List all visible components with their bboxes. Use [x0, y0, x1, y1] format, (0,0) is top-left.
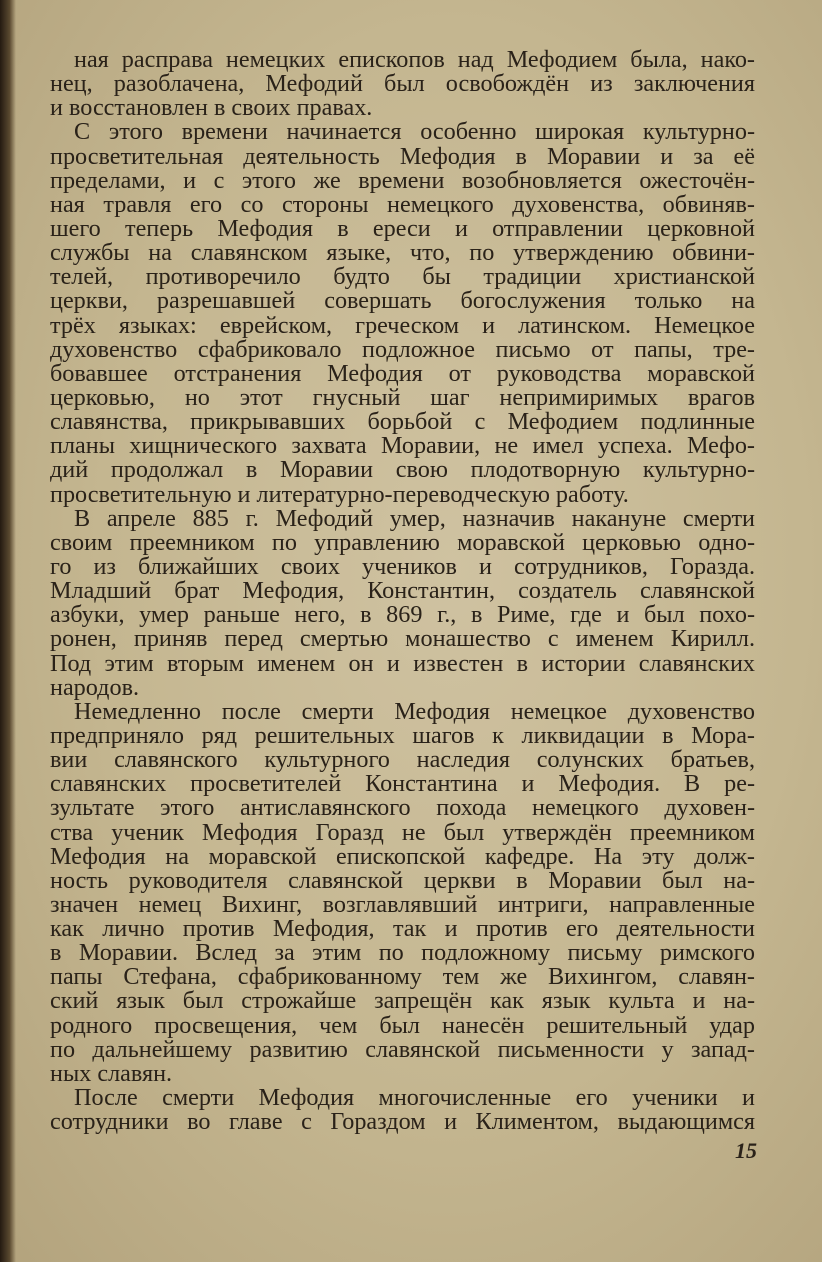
text-line: духовенство сфабриковало подложное письмо от папы, тре-: [50, 335, 755, 363]
text-line: дий продолжал в Моравии свою плодотворную культурно-: [50, 456, 755, 484]
text-line: Немедленно после смерти Мефодия немецкое духовенство: [74, 697, 755, 725]
text-line: папы Стефана, сфабрикованному тем же Вихингом, славян-: [50, 963, 755, 991]
text-line: ность руководителя славянской церкви в Моравии был на-: [50, 866, 755, 894]
text-line: В апреле 885 г. Мефодий умер, назначив накануне смерти: [74, 504, 755, 532]
text-line: Мефодия на моравской епископской кафедре. На эту долж-: [50, 842, 755, 870]
text-line: значен немец Вихинг, возглавлявший интриги, направленные: [50, 890, 755, 918]
text-line: го из ближайших своих учеников и сотрудников, Горазда.: [50, 552, 755, 580]
text-line: шего теперь Мефодия в ереси и отправлении церковной: [50, 214, 755, 242]
text-line: просветительную и литературно-переводческую работу.: [50, 480, 629, 508]
text-line: нец, разоблачена, Мефодий был освобождён из заключения: [50, 70, 755, 98]
text-line: церкви, разрешавшей совершать богослужения только на: [50, 287, 755, 315]
text-line: церковью, но этот гнусный шаг непримиримых врагов: [50, 383, 755, 411]
text-line: телей, противоречило будто бы традиции христианской: [50, 263, 755, 291]
text-line: ский язык был строжайше запрещён как язык культа и на-: [50, 987, 755, 1015]
text-line: После смерти Мефодия многочисленные его ученики и: [74, 1084, 755, 1112]
text-line: бовавшее отстранения Мефодия от руководства моравской: [50, 359, 755, 387]
paragraph: [50, 1086, 755, 1134]
text-line: вии славянского культурного наследия солунских братьев,: [50, 746, 755, 774]
text-line: по дальнейшему развитию славянской письменности у запад-: [50, 1035, 755, 1063]
text-line: как лично против Мефодия, так и против его деятельности: [50, 915, 755, 943]
text-line: планы хищнического захвата Моравии, не имел успеха. Мефо-: [50, 432, 755, 460]
text-line: пределами, и с этого же времени возобновляется ожесточён-: [50, 166, 755, 194]
text-line: народов.: [50, 673, 140, 701]
text-line: своим преемником по управлению моравской церковью одно-: [50, 528, 755, 556]
text-line: просветительная деятельность Мефодия в Моравии и за её: [50, 142, 755, 170]
text-line: родного просвещения, чем был нанесён решительный удар: [50, 1011, 755, 1039]
paragraph: [50, 504, 755, 701]
text-line: трёх языках: еврейском, греческом и латинском. Немецкое: [50, 311, 755, 339]
text-line: ная травля его со стороны немецкого духовенства, обвиняв-: [50, 190, 755, 218]
page-number: 15: [735, 1138, 757, 1163]
text-line: Под этим вторым именем он и известен в истории славянских: [50, 649, 755, 677]
text-line: ства ученик Мефодия Горазд не был утверждён преемником: [50, 818, 755, 846]
text-line: предприняло ряд решительных шагов к ликвидации в Мора-: [50, 721, 755, 749]
book-spine-shadow: [0, 0, 16, 1262]
text-line: славянства, прикрывавших борьбой с Мефодием подлинные: [50, 408, 755, 436]
paragraph: [50, 48, 755, 120]
text-line: ронен, приняв перед смертью монашество с именем Кирилл.: [50, 625, 755, 653]
text-line: службы на славянском языке, что, по утверждению обвини-: [50, 239, 755, 267]
text-line: в Моравии. Вслед за этим по подложному письму римского: [50, 939, 755, 967]
text-line: азбуки, умер раньше него, в 869 г., в Риме, где и был похо-: [50, 601, 755, 629]
text-line: ная расправа немецких епископов над Мефодием была, нако-: [74, 46, 755, 73]
text-line: С этого времени начинается особенно широкая культурно-: [74, 118, 755, 146]
text-line: и восстановлен в своих правах.: [50, 94, 373, 122]
text-line: Младший брат Мефодия, Константин, создатель славянской: [50, 577, 755, 605]
paragraph: [50, 697, 755, 1087]
paragraph: [50, 120, 755, 506]
text-line: ных славян.: [50, 1059, 173, 1087]
text-line: славянских просветителей Константина и Мефодия. В ре-: [50, 770, 755, 798]
text-line: зультате этого антиславянского похода немецкого духовен-: [50, 794, 755, 822]
page-body-text: [50, 48, 755, 1134]
text-line: сотрудники во главе с Гораздом и Климентом, выдающимся: [50, 1108, 755, 1136]
